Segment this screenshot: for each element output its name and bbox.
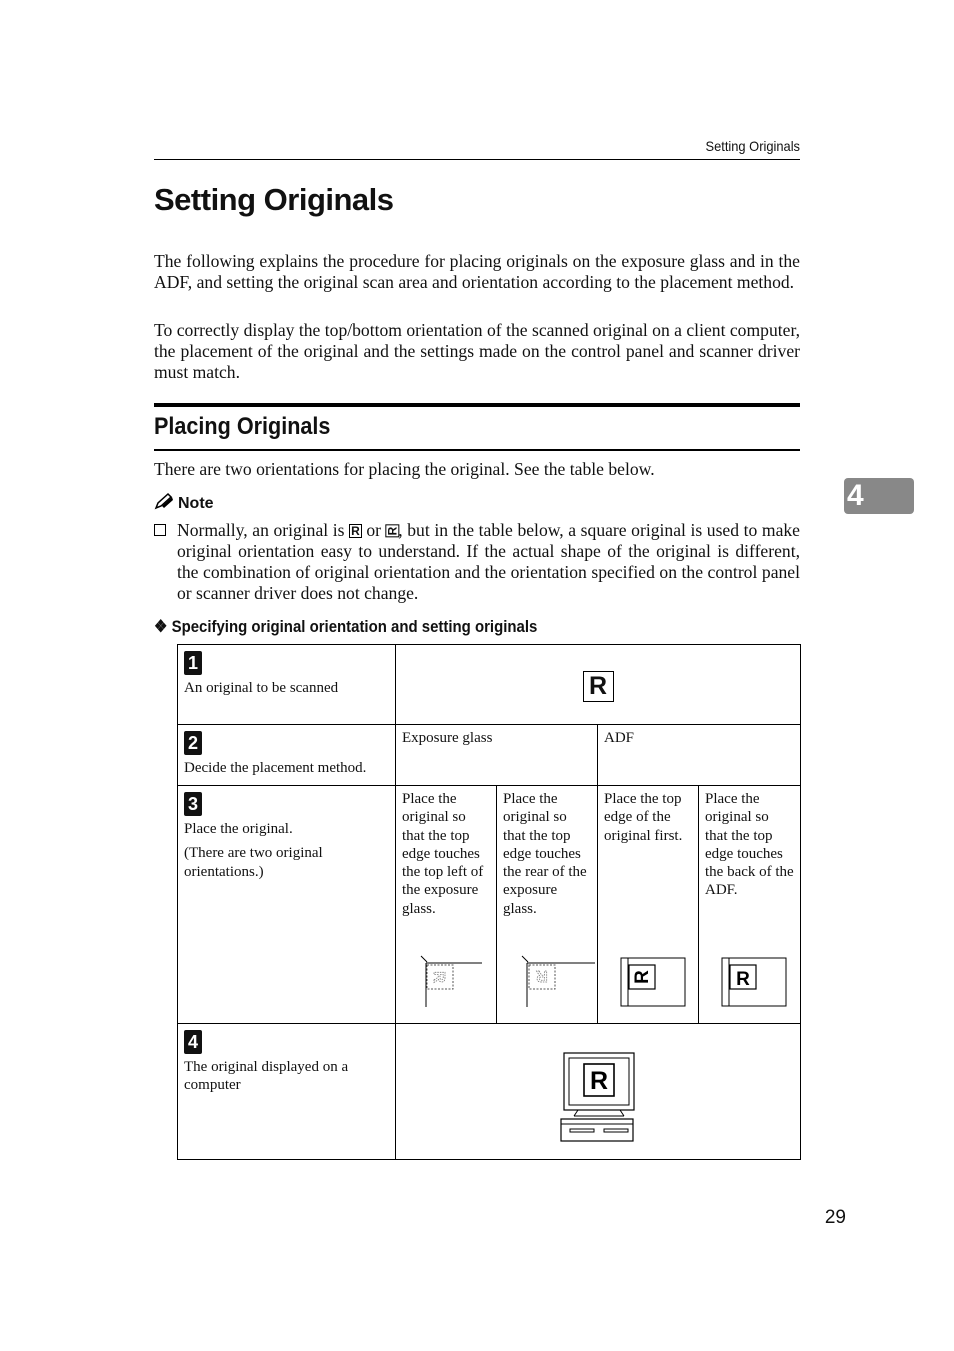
step-4-label: The original displayed on a computer bbox=[184, 1059, 349, 1094]
page-number: 29 bbox=[824, 1207, 846, 1228]
step-1-number: 1 bbox=[184, 651, 202, 675]
note-block bbox=[154, 492, 800, 604]
note-label: Note bbox=[178, 494, 214, 512]
step-4-cell bbox=[178, 1024, 396, 1160]
adf-header: ADF bbox=[598, 725, 801, 786]
adf-top-edge-first-diagram-icon bbox=[620, 954, 688, 1008]
step-2-label: Decide the placement method. bbox=[184, 760, 367, 776]
step-4-number: 4 bbox=[184, 1030, 202, 1054]
svg-text:R: R bbox=[536, 967, 548, 984]
intro-paragraph-2: To correctly display the top/bottom orientation of the scanned original on a client computer, the placement of the original and the settings made on the control panel and scanner driver must match. bbox=[154, 320, 800, 382]
step-1-cell bbox=[178, 645, 396, 725]
computer-monitor-icon bbox=[560, 1052, 636, 1144]
adf-back-diagram-icon bbox=[721, 954, 789, 1008]
step-3-number: 3 bbox=[184, 792, 202, 816]
step-3-label: Place the original. bbox=[184, 821, 293, 837]
pencil-icon bbox=[154, 492, 174, 515]
adf-top-edge-first-text: Place the top edge of the original first. bbox=[604, 791, 683, 844]
portrait-original-icon: R bbox=[351, 524, 360, 538]
glass-rear-text: Place the original so that the top edge touches the rear of the exposure glass. bbox=[503, 791, 587, 917]
computer-display-cell bbox=[396, 1024, 801, 1160]
glass-top-left-text: Place the original so that the top edge touches the top left of the exposure glass. bbox=[402, 791, 484, 917]
table-row bbox=[178, 645, 801, 725]
note-or: or bbox=[366, 520, 382, 540]
step-2-number: 2 bbox=[184, 731, 202, 755]
svg-text:R: R bbox=[736, 969, 750, 990]
orientation-table bbox=[177, 644, 801, 1160]
glass-top-left-diagram-icon bbox=[420, 955, 484, 1009]
section-text: There are two orientations for placing the original. See the table below. bbox=[154, 459, 655, 479]
original-sample-cell bbox=[396, 645, 801, 725]
adf-back-cell bbox=[699, 786, 801, 1024]
page-title: Setting Originals bbox=[154, 182, 394, 217]
table-heading bbox=[154, 617, 537, 637]
table-row bbox=[178, 1024, 801, 1160]
landscape-original-icon: R bbox=[384, 526, 399, 536]
adf-back-text: Place the original so that the top edge touches the back of the ADF. bbox=[705, 791, 794, 899]
step-2-cell bbox=[178, 725, 396, 786]
glass-rear-cell bbox=[497, 786, 598, 1024]
table-row bbox=[178, 786, 801, 1024]
chapter-tab: 4 bbox=[844, 478, 914, 514]
svg-text:R: R bbox=[632, 970, 653, 984]
note-heading bbox=[154, 492, 800, 515]
running-header: Setting Originals bbox=[705, 138, 800, 154]
note-text-after: , but in the table below, a square original is used to make original orientation easy to understand. If the actual shape of the original is different, the combination of original orientation and the orientation specified on the control panel or scanner driver does not change. bbox=[177, 520, 800, 603]
step-3-cell bbox=[178, 786, 396, 1024]
section-rule-top bbox=[154, 403, 800, 407]
step-1-label: An original to be scanned bbox=[184, 680, 339, 696]
note-item bbox=[154, 520, 800, 604]
glass-top-left-cell bbox=[396, 786, 497, 1024]
original-sample-icon: R bbox=[583, 671, 614, 702]
note-text-before: Normally, an original is bbox=[177, 520, 345, 540]
glass-rear-diagram-icon bbox=[521, 955, 597, 1009]
intro-paragraph-1: The following explains the procedure for placing originals on the exposure glass and in the ADF, and setting the original scan area and orientation according to the placement method. bbox=[154, 251, 800, 292]
step-3-note: (There are two original orientations.) bbox=[184, 845, 323, 880]
section-rule-bottom bbox=[154, 449, 800, 451]
adf-top-edge-first-cell bbox=[598, 786, 699, 1024]
svg-text:R: R bbox=[430, 971, 447, 983]
checkbox-bullet-icon bbox=[154, 524, 166, 536]
diamond-bullet-icon: ❖ bbox=[154, 617, 168, 636]
svg-text:R: R bbox=[589, 1067, 609, 1095]
exposure-glass-header: Exposure glass bbox=[396, 725, 598, 786]
header-rule bbox=[154, 159, 800, 160]
section-title: Placing Originals bbox=[154, 413, 331, 440]
table-row bbox=[178, 725, 801, 786]
table-heading-text: Specifying original orientation and setting originals bbox=[171, 617, 538, 636]
